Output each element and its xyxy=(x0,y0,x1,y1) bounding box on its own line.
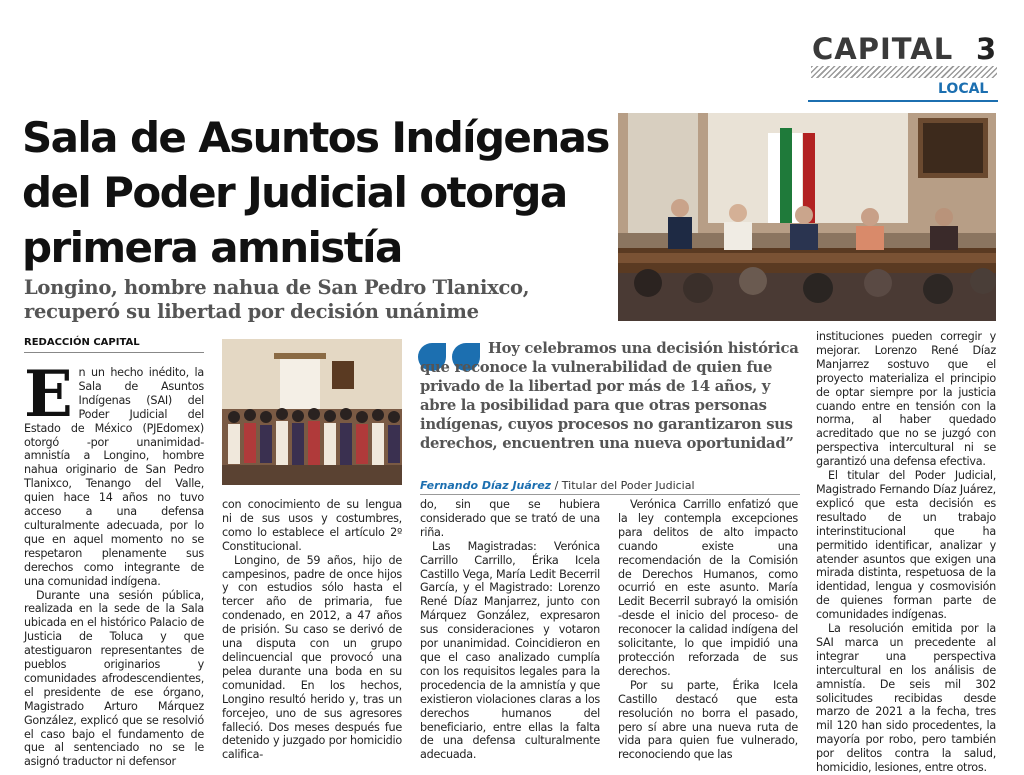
paragraph: con conocimiento de su lengua ni de sus usos y costumbres, como lo establece el artículo 2º Constitucional. xyxy=(222,498,402,553)
pull-quote xyxy=(420,340,800,453)
quote-rule xyxy=(420,494,800,495)
paragraph: n un hecho inédito, la Sala de Asuntos Indígenas (SAI) del Poder Judicial del Estado de México (PJEdomex) otorgó -por unanimidad- amnistía a Longino, hombre nahua originario de San Pedro Tlanixco, Tenango del Valle, quien hace 14 años no tuvo acceso a una defensa culturalmente adecuada, por lo que en aquel momento no se respetaron plenamente sus derechos como integrante de una comunidad indígena. xyxy=(24,366,204,588)
article-column-5 xyxy=(816,330,996,775)
article-column-3 xyxy=(420,498,600,762)
section-name: CAPITAL xyxy=(812,32,954,66)
page-number: 3 xyxy=(976,32,997,66)
header-hatch-decoration xyxy=(811,66,997,78)
subheadline: Longino, hombre nahua de San Pedro Tlanixco, recuperó su libertad por decisión unánime xyxy=(24,276,530,323)
article-column-2 xyxy=(222,498,402,762)
subsection-rule xyxy=(808,100,998,102)
article-column-4 xyxy=(618,498,798,762)
article-column-1 xyxy=(24,357,204,769)
dropcap: E xyxy=(24,357,73,432)
byline: REDACCIÓN CAPITAL xyxy=(24,337,140,348)
paragraph: Las Magistradas: Verónica Carrillo Carrillo, Érika Icela Castillo Vega, María Ledit Becerril García, y el Magistrado: Lorenzo René Díaz Manjarrez, junto con Márquez González, expresaron sus consideraciones y votaron por unanimidad. Coincidieron en que el caso analizado cumplía con los requisitos legales para la procedencia de la amnistía y que existieron violaciones claras a los derechos humanos del beneficiario, entre ellas la falta de una defensa culturalmente adecuada. xyxy=(420,539,600,762)
pull-quote-text: Hoy celebramos una decisión histórica que reconoce la vulnerabilidad de quien fue privado de la libertad por más de 14 años, y abre la posibilidad para que otras personas indígenas, cuyos procesos no garantizaron sus derechos, encuentren una nueva oportunidad” xyxy=(420,340,799,452)
subsection-label: LOCAL xyxy=(938,81,989,97)
paragraph: Por su parte, Érika Icela Castillo destacó que esta resolución no borra el pasado, pero sí abre una nueva ruta de vida para quien fue vulnerado, reconociendo que las xyxy=(618,678,798,762)
paragraph: La resolución emitida por la SAI marca un precedente al integrar una perspectiva intercultural en los análisis de amnistía. De seis mil 302 solicitudes recibidas desde marzo de 2021 a la fecha, tres mil 120 han sido procedentes, la mayoría por robo, pero también por delitos contra la salud, homicidio, lesiones, entre otros. xyxy=(816,622,996,775)
quote-author: Fernando Díaz Juárez xyxy=(420,479,552,492)
byline-rule xyxy=(24,352,204,353)
group-photo xyxy=(222,339,402,485)
paragraph: El titular del Poder Judicial, Magistrado Fernando Díaz Juárez, explicó que esta decisión es resultado de un trabajo interinstitucional que ha permitido identificar, analizar y atender asuntos que exigen una mirada distinta, respetuosa de la identidad, lengua y cosmovisión de quienes forman parte de comunidades indígenas. xyxy=(816,469,996,622)
magistrates-session-photo xyxy=(618,113,996,321)
paragraph: Verónica Carrillo enfatizó que la ley contempla excepciones para delitos de alto impacto cuando existe una recomendación de la Comisión de Derechos Humanos, como ocurrió en este asunto. María Ledit Becerril subrayó la omisión -desde el inicio del proceso- de reconocer la calidad indígena del solicitante, lo que impidió una protección reforzada de sus derechos. xyxy=(618,498,798,678)
quote-attribution xyxy=(420,479,810,492)
paragraph: instituciones pueden corregir y mejorar. Lorenzo René Díaz Manjarrez sostuvo que el proyecto materializa el principio de optar siempre por la justicia cuando entre en tensión con la norma, al haber quedado acreditado que no se juzgó con perspectiva intercultural ni se garantizó una defensa efectiva. xyxy=(816,330,996,469)
quote-role: / Titular del Poder Judicial xyxy=(554,479,695,492)
paragraph: do, sin que se hubiera considerado que se trató de una riña. xyxy=(420,498,600,539)
paragraph: Longino, de 59 años, hijo de campesinos, padre de once hijos y con estudios sólo hasta el tercer año de primaria, fue condenado, en 2012, a 47 años de prisión. Su caso se derivó de una disputa con un grupo delincuencial que provocó una pelea durante una boda en su comunidad. En los hechos, Longino resultó herido y, tras un forcejeo, uno de sus agresores falleció. Dos meses después fue detenido y juzgado por homicidio califica- xyxy=(222,553,402,762)
paragraph: Durante una sesión pública, realizada en la sede de la Sala ubicada en el histórico Palacio de Justicia de Toluca y que atestiguaron representantes de pueblos originarios y comunidades afrodescendientes, el presidente de ese órgano, Magistrado Arturo Márquez González, explicó que se resolvió el caso bajo el fundamento de que al sentenciado no se le asignó traductor ni defensor xyxy=(24,588,204,769)
headline: Sala de Asuntos Indígenas del Poder Judicial otorga primera amnistía xyxy=(22,113,609,272)
